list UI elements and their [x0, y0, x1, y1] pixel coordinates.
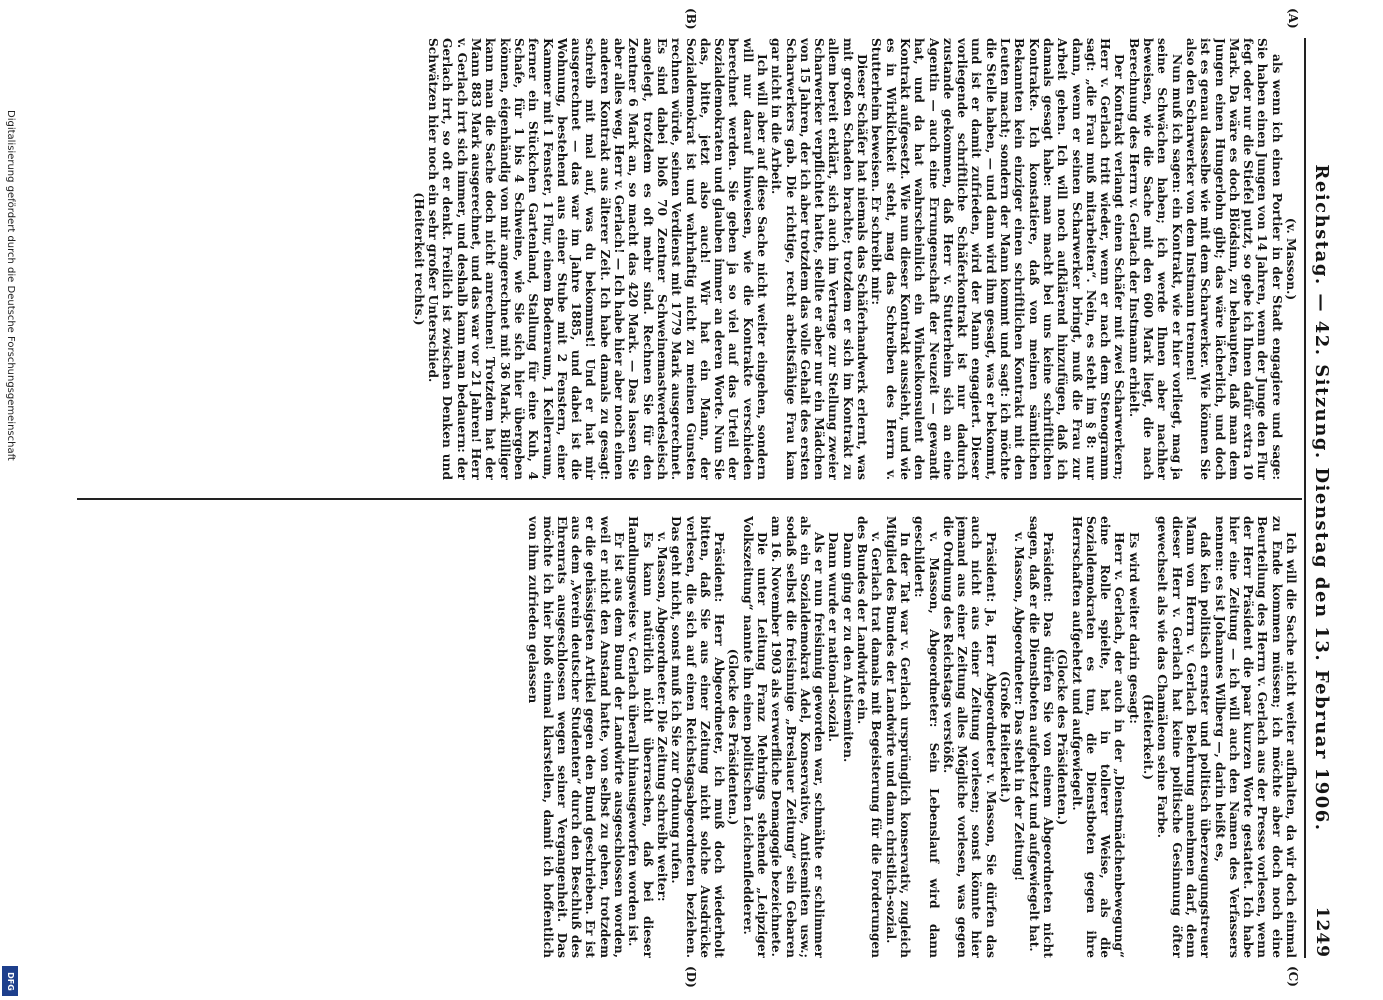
left-text-column — [83, 38, 1298, 480]
paragraph: Dann wurde er national-sozial. — [826, 532, 841, 743]
paragraph: (Große Heiterkeit.) — [998, 670, 1013, 804]
dfg-logo — [2, 966, 18, 996]
margin-marker-c: (C) — [1286, 966, 1300, 987]
paragraph: Es wird weiter darin gesagt: — [1126, 532, 1141, 724]
page-header — [1304, 38, 1338, 958]
paragraph: v. Masson, Abgeordneter: Sein Lebenslauf wird dann geschildert: — [912, 516, 941, 958]
paragraph: v. Masson, Abgeordneter: Die Zeitung schreibt weiter: — [654, 532, 669, 902]
paragraph: Nun muß ich sagen: ein Kontrakt, wie er hier vorliegt, mag ja seine Schwächen haben; ich werde Ihnen aber nachher beweisen, wie die Sache mit den 600 Mark liegt, die nach Berechnung des Herrn v. Gerlach der Instmann erhielt. — [1126, 38, 1184, 480]
paragraph: v. Masson, Abgeordneter: Das steht in der Zeitung! — [1012, 532, 1027, 882]
paragraph: als wenn ich einen Portier in der Stadt engagiere und sage: Sie haben einen Jungen von 14 Jahren, wenn der Junge den Flur fegt oder nur die Stiefel putzt, so gebe ich Ihnen dafür extra 10 Mark. Da wäre es doch Blödsinn, zu behaupten, daß man dem Jungen einen Hungerlohn gibt; das wäre lächerlich, und doch ist es genau dasselbe wie mit dem Scharwerker. Wie können Sie also den Scharwerker von dem Instmann trennen! — [1183, 38, 1284, 480]
paragraph: Präsident: Ja, Herr Abgeordneter v. Masson, Sie dürfen das auch nicht aus einer Zeitung vorlesen; sonst könnte hier jemand aus einer Zeitung alles Mögliche vorlesen, was gegen die Ordnung des Reichstags verstößt. — [940, 516, 998, 958]
dfg-logo-text: DFG — [5, 971, 15, 991]
paragraph: Die unter Leitung Franz Mehrings stehende „Leipziger Volkszeitung“ nannte ihn einen politischen Leichenfledderer. — [740, 516, 770, 958]
margin-marker-a: (A) — [1286, 8, 1300, 29]
paragraph: Es kann natürlich nicht überraschen, daß bei dieser Handlungsweise v. Gerlach überall hinausgeworfen worden ist. — [626, 516, 655, 958]
column-divider — [77, 498, 1302, 500]
paragraph: daß kein politisch ernster und politisch überzeugungstreuer Mann von Herrn v. Gerlach Belehrung annehmen darf, denn dieser Herr v. Gerlach hat keine politische Gesinnung öfter gewechselt als wie das Chamäleon seine Farbe. — [1155, 516, 1213, 958]
digitization-note — [2, 110, 16, 990]
paragraph: Präsident: Das dürfen Sie von einem Abgeordneten nicht sagen, daß er die Dienstboten aufgehetzt und aufgewiegelt hat. — [1026, 516, 1055, 958]
paragraph: Ich will aber auf diese Sache nicht weiter eingehen, sondern will nur darauf hinweisen, wie die Kontrakte verschieden berechnet werden. Sie geben ja so viel auf das Urteil der Sozialdemokraten und glauben immer an deren Worte. Nun Sie das, bitte, jetzt also auch! Wir hat ein Mann, der Sozialdemokrat ist und wahrhaftig nicht zu meinen Gunsten rechnen würde, seinen Verdienst mit 1779 Mark ausgerechnet. Es sind dabei bloß 70 Zentner Schweinemastwerdesleisch angelegt, trotzdem es oft mehr sind. Rechnen Sie für den Zentner 6 Mark an, so macht das 420 Mark. — Das lassen Sie aber alles weg, Herr v. Gerlach! — Ich habe hier aber noch einen anderen Kontrakt aus älterer Zeit. Ich habe damals zu gesagt: schreib mit mal auf, was du bekommst! Und er hat mir ausgerechnet — das war im Jahre 1885, und dabei ist die Wohnung, bestehend aus einer Stube mit 2 Fenstern, einer Kammer mit 1 Fenster, 1 Flur, einem Bodenraum, 1 Kellerraum, ferner ein Stückchen Gartenland, Stallung für eine Kuh, 4 Schafe, für 1 bis 4 Schweine, wie Sie sich hier übergeben können, eigenhändig von mir angerechnet mit 36 Mark. Billiger kann man die Sache doch nicht anrechnen! Trotzdem hat der Mann 883 Mark ausgerechnet, und das war vor 21 Jahren! Herr v. Gerlach irrt sich immer, und deshalb kann man bedauern: der Gerlach irrt, so oft er denkt. Freilich ist zwischen Denken und Schwätzen hier noch ein sehr großer Unterschied. — [426, 38, 770, 480]
paragraph: Ich will die Sache nicht weiter aufhalten, da wir doch einmal zu Ende kommen müssen; ich möchte aber doch noch eine Beurteilung des Herrn v. Gerlach aus der Presse vorlesen, wenn der Herr Präsident die paar kurzen Worte gestattet. Ich habe hier eine Zeitung — ich will auch den Namen des Verfassers nennen: es ist Johannes Wilberg —, darin heißt es, — [1212, 516, 1298, 958]
paragraph: Als er nun freisinnig geworden war, schmähte er schlimmer als ein Sozialdemokrat Adel, Konservative, Antisemiten usw.; sodaß selbst die freisinnige „Breslauer Zeitung“ sein Gebaren am 16. November 1903 als verwerfliche Demagogie bezeichnete. — [769, 516, 827, 958]
document-page — [68, 8, 1338, 988]
margin-marker-d: (D) — [684, 966, 698, 988]
paragraph: (Heiterkeit rechts.) — [411, 192, 426, 326]
paragraph: Präsident: Herr Abgeordneter, ich muß doch wiederholt bitten, daß Sie aus einer Zeitung nicht solche Ausdrücke verlesen, die sich auf einen Reichstagsabgeordneten beziehen. Das geht nicht, sonst muß ich Sie zur Ordnung rufen. — [669, 516, 727, 958]
digitization-note-text: Digitalisierung gefördert durch die Deutsche Forschungsgemeinschaft — [5, 110, 16, 461]
paragraph: Herr v. Gerlach, der auch in der „Dienstmädchenbewegung“ eine Rolle spielte, hat in tollerer Weise, als die Sozialdemokraten es tun, die Dienstboten gegen ihre Herrschaften aufgehetzt und aufgewiegelt. — [1069, 516, 1127, 958]
paragraph: Dieser Schäfer hat niemals das Schäferhandwerk erlernt, was mit großen Schaden brachte; trotzdem er sich im Kontrakt zu allem bereit erklärt, sich auch im Vertrage zur Stellung zweier Scharwerker verpflichtet hatte, stellte er aber nur ein Mädchen von 15 Jahren, der ich aber trotzdem das volle Gehalt des ersten Scharwerkers gab. Die richtige, recht arbeitsfähige Frau kam gar nicht in die Arbeit. — [769, 38, 870, 480]
margin-marker-b: (B) — [684, 8, 698, 30]
paragraph: (Glocke des Präsidenten.) — [1055, 648, 1070, 826]
paragraph: (Heiterkeit.) — [1141, 694, 1156, 780]
paragraph: In der Tat war v. Gerlach ursprünglich konservativ, zugleich Mitglied des Bundes der Landwirte und dann christlich-sozial. — [883, 516, 912, 958]
paragraph: Dann ging er zu den Antisemiten. — [840, 532, 855, 763]
page-number: 1249 — [1312, 906, 1332, 958]
paragraph: (Glocke des Präsidenten.) — [726, 648, 741, 826]
paragraph: Der Kontrakt verlangt einen Schäfer mit zwei Scharwerkern; Herr v. Gerlach tritt wieder, wenn er nach dem Stenogramm sagt: „die Frau muß mitarbeiten“. Nein, es steht im § 8: nur dann, wenn er seinen Scharwerker bringt, muß die Frau zur Arbeit gehen. Ich will noch aufklärend hinzufügen, daß ich damals gesagt habe: man macht bei uns keine schriftlichen Kontrakte. Ich konstatiere, daß von meinen sämtlichen Bekannten kein einziger einen schriftlichen Kontrakt mit den Leuten macht; sondern der Mann kommt und sagt: ich möchte die Stelle haben, — und dann wird ihm gesagt, was er bekommt, und ist er damit zufrieden, wird der Mann engagiert. Dieser vorliegende schriftliche Schäferkontrakt ist nur dadurch zustande gekommen, daß Herr v. Stutterheim sich an eine Agentin — auch eine Errungenschaft der Neuzeit — gewandt hat, und da hat wahrscheinlich ein Winkelkonsulent den Kontrakt aufgesetzt. Wie nun dieser Kontrakt aussieht, und wie es in Wirklichkeit steht, mag das Schreiben des Herrn v. Stutterheim beweisen. Er schreibt mir: — [869, 38, 1127, 480]
paragraph: v. Gerlach trat damals mit Begeisterung für die Forderungen des Bundes der Landwirte ein. — [855, 516, 884, 958]
page-title: Reichstag. — 42. Sitzung. Dienstag den 13. Februar 1906. — [1311, 164, 1333, 832]
paragraph: Er ist aus dem Bund der Landwirte ausgeschlossen worden, weil er nicht den Anstand hatte, von selbst zu gehen, trotzdem er die gehässigsten Artikel gegen den Bund geschrieben. Er ist aus dem „Verein deutscher Studenten“ durch den Beschluß des Ehrenrats ausgeschlossen wegen seiner Vergangenheit. Das möchte ich hier bloß einmal klarstellen, damit ich hoffentlich von ihm zufrieden gelassen — [526, 516, 627, 958]
right-text-column — [83, 516, 1298, 958]
paragraph: (v. Masson.) — [1284, 217, 1298, 301]
